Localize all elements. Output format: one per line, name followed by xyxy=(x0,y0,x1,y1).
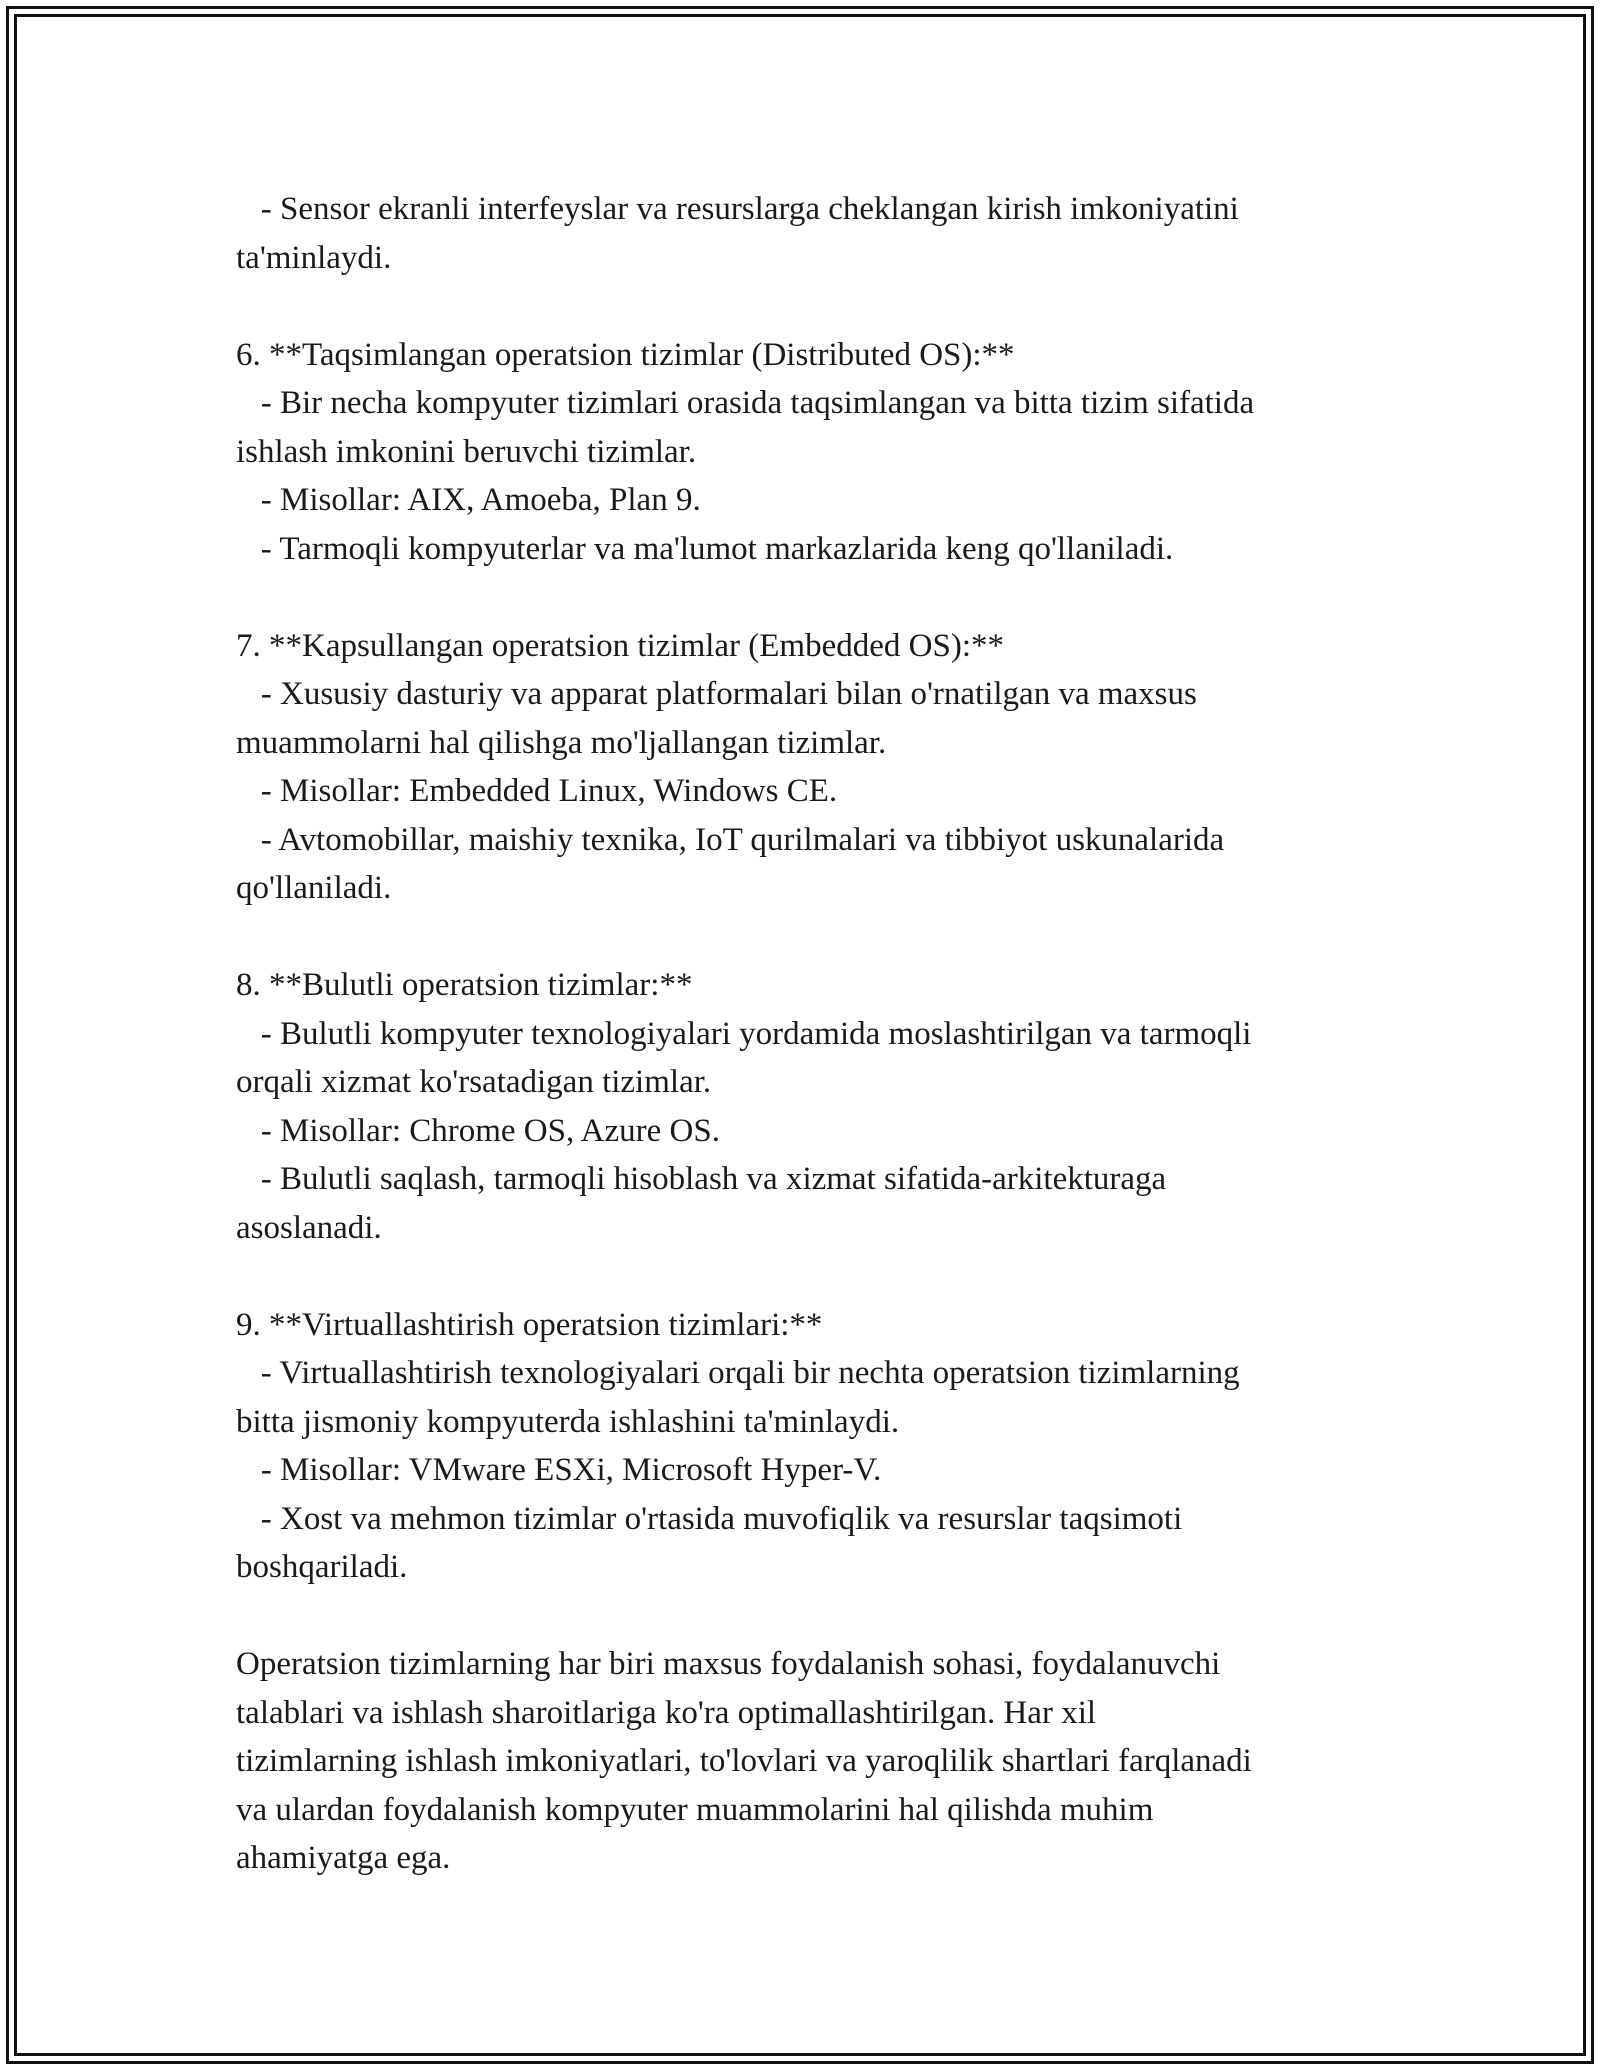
text-line: ahamiyatga ega. xyxy=(236,1840,451,1876)
text-line: ta'minlaydi. xyxy=(236,239,392,276)
text-line: bitta jismoniy kompyuterda ishlashini ta'minlaydi. xyxy=(236,1403,900,1440)
text-line: - Xost va mehmon tizimlar o'rtasida muvofiqlik va resurslar taqsimoti xyxy=(236,1500,1183,1537)
text-line: 6. **Taqsimlangan operatsion tizimlar (Distributed OS):** xyxy=(236,336,1015,373)
text-line: - Tarmoqli kompyuterlar va ma'lumot markazlarida keng qo'llaniladi. xyxy=(236,530,1174,567)
paragraph-gap xyxy=(236,282,1386,331)
paragraph-gap xyxy=(236,1592,1386,1641)
text-line: 9. **Virtuallashtirish operatsion tizimlari:** xyxy=(236,1306,823,1343)
paragraph-gap xyxy=(236,913,1386,962)
text-line: va ulardan foydalanish kompyuter muammolarini hal qilishda muhim xyxy=(236,1791,1154,1828)
text-line: - Virtuallashtirish texnologiyalari orqali bir nechta operatsion tizimlarning xyxy=(236,1355,1240,1391)
text-line: ishlash imkonini beruvchi tizimlar. xyxy=(236,433,697,470)
text-line: - Misollar: AIX, Amoeba, Plan 9. xyxy=(236,482,701,518)
text-line: orqali xizmat ko'rsatadigan tizimlar. xyxy=(236,1064,712,1100)
text-line: tizimlarning ishlash imkoniyatlari, to'lovlari va yaroqlilik shartlari farqlanadi xyxy=(236,1743,1252,1779)
text-line: - Misollar: Embedded Linux, Windows CE. xyxy=(236,773,838,809)
text-line: boshqariladi. xyxy=(236,1549,408,1585)
text-line: - Misollar: Chrome OS, Azure OS. xyxy=(236,1112,720,1149)
text-line: - Xususiy dasturiy va apparat platformalari bilan o'rnatilgan va maxsus xyxy=(236,676,1197,712)
paragraph-gap xyxy=(236,573,1386,622)
document-body xyxy=(236,185,1386,1883)
text-line: talablari va ishlash sharoitlariga ko'ra optimallashtirilgan. Har xil xyxy=(236,1694,1097,1731)
text-line: - Bulutli kompyuter texnologiyalari yordamida moslashtirilgan va tarmoqli xyxy=(236,1015,1252,1052)
text-line: - Bulutli saqlash, tarmoqli hisoblash va xizmat sifatida-arkitekturaga xyxy=(236,1161,1167,1197)
text-line: 7. **Kapsullangan operatsion tizimlar (Embedded OS):** xyxy=(236,627,1004,664)
text-line: - Bir necha kompyuter tizimlari orasida taqsimlangan va bitta tizim sifatida xyxy=(236,385,1255,421)
paragraph-gap xyxy=(236,1252,1386,1301)
text-line: asoslanadi. xyxy=(236,1209,382,1246)
text-line: - Misollar: VMware ESXi, Microsoft Hyper-V. xyxy=(236,1452,882,1488)
text-line: qo'llaniladi. xyxy=(236,870,392,906)
text-line: muammolarni hal qilishga mo'ljallangan tizimlar. xyxy=(236,724,887,761)
text-line: - Avtomobillar, maishiy texnika, IoT qurilmalari va tibbiyot uskunalarida xyxy=(236,821,1225,858)
text-line: - Sensor ekranli interfeyslar va resurslarga cheklangan kirish imkoniyatini xyxy=(236,191,1239,227)
text-line: 8. **Bulutli operatsion tizimlar:** xyxy=(236,967,693,1003)
text-line: Operatsion tizimlarning har biri maxsus foydalanish sohasi, foydalanuvchi xyxy=(236,1646,1221,1682)
